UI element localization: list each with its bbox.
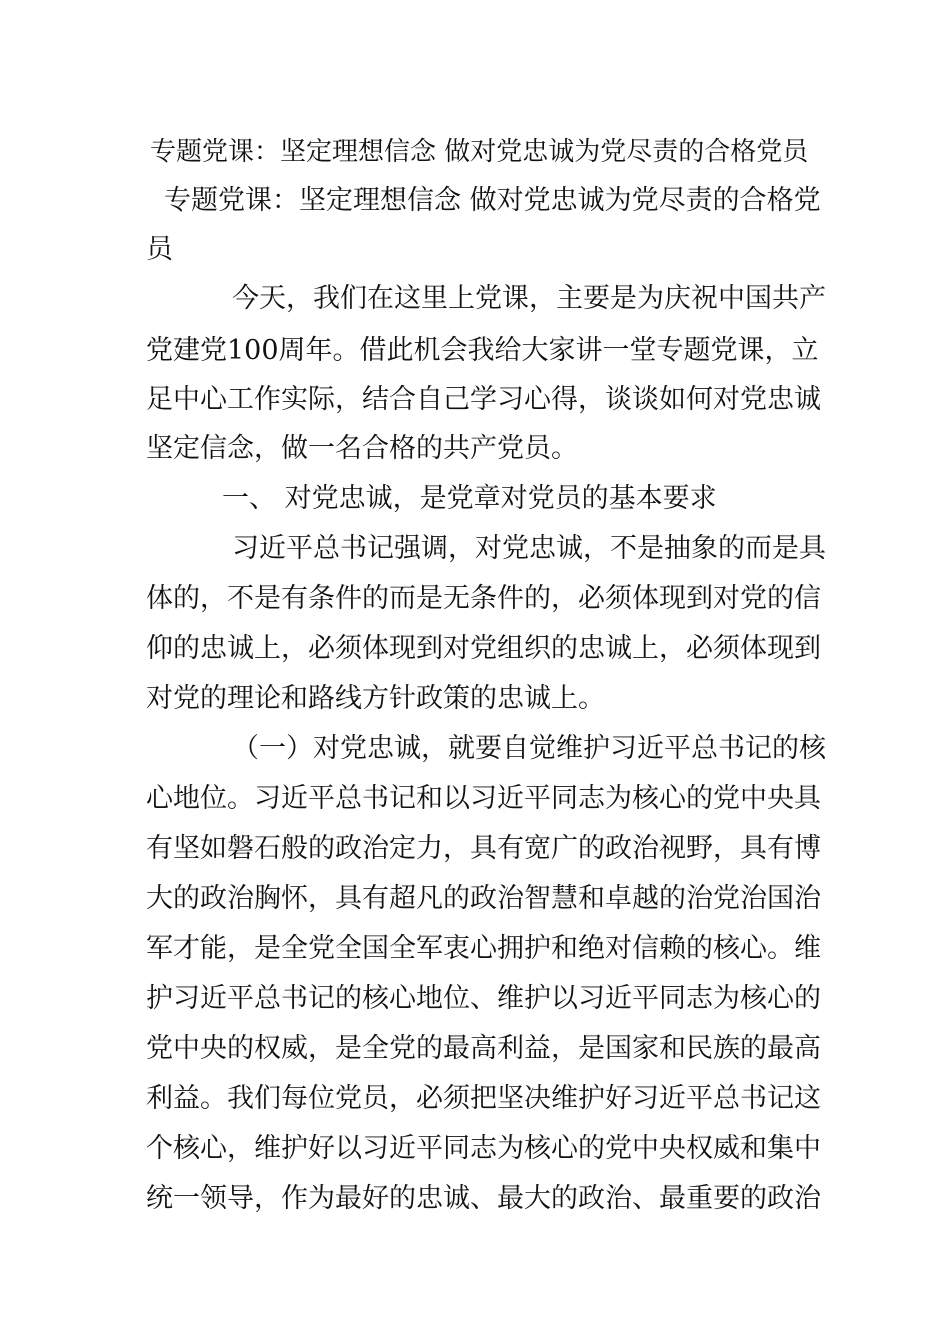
paragraph-line: 军才能，是全党全国全军衷心拥护和绝对信赖的核心。维 — [146, 933, 821, 964]
paragraph-line: （一）对党忠诚，就要自觉维护习近平总书记的核 — [232, 733, 826, 764]
heading-line: 员 — [146, 234, 173, 265]
paragraph-line: 仰的忠诚上，必须体现到对党组织的忠诚上，必须体现到 — [146, 633, 821, 664]
paragraph-line: 有坚如磐石般的政治定力，具有宽广的政治视野，具有博 — [146, 833, 821, 864]
paragraph-line: 足中心工作实际，结合自己学习心得，谈谈如何对党忠诚 — [146, 384, 821, 415]
paragraph-line: 利益。我们每位党员，必须把坚决维护好习近平总书记这 — [146, 1083, 821, 1114]
section-heading: 一、 对党忠诚，是党章对党员的基本要求 — [222, 483, 717, 514]
paragraph-line: 坚定信念，做一名合格的共产党员。 — [146, 433, 578, 464]
page-title: 专题党课：坚定理想信念 做对党忠诚为党尽责的合格党员 — [150, 137, 809, 167]
paragraph-line: 党建党100周年。借此机会我给大家讲一堂专题党课，立 — [146, 335, 819, 366]
paragraph-line: 党中央的权威，是全党的最高利益，是国家和民族的最高 — [146, 1033, 821, 1064]
paragraph-line: 个核心，维护好以习近平同志为核心的党中央权威和集中 — [146, 1133, 821, 1164]
heading-line: 专题党课：坚定理想信念 做对党忠诚为党尽责的合格党 — [164, 185, 821, 216]
paragraph-line: 统一领导，作为最好的忠诚、最大的政治、最重要的政治 — [146, 1183, 821, 1214]
paragraph-line: 大的政治胸怀，具有超凡的政治智慧和卓越的治党治国治 — [146, 883, 821, 914]
paragraph-line: 心地位。习近平总书记和以习近平同志为核心的党中央具 — [146, 783, 821, 814]
paragraph-line: 今天，我们在这里上党课，主要是为庆祝中国共产 — [232, 283, 826, 314]
paragraph-line: 习近平总书记强调，对党忠诚，不是抽象的而是具 — [232, 533, 826, 564]
paragraph-line: 护习近平总书记的核心地位、维护以习近平同志为核心的 — [146, 983, 821, 1014]
paragraph-line: 体的，不是有条件的而是无条件的，必须体现到对党的信 — [146, 583, 821, 614]
paragraph-line: 对党的理论和路线方针政策的忠诚上。 — [146, 683, 605, 714]
